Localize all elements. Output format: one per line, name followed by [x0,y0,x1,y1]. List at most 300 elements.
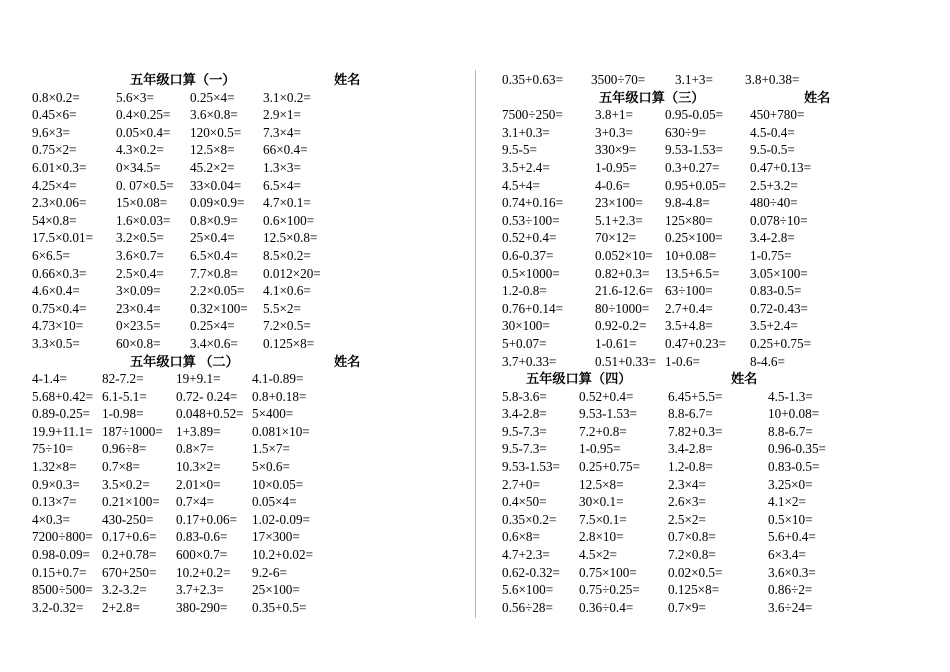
problem-row [502,546,922,564]
problem-row [32,159,452,177]
problem: 0.82+0.3= [595,265,650,281]
problem: 4.5-0.4= [750,124,795,140]
problem: 3.4-2.8= [750,230,795,246]
problem: 0.3+0.27= [665,159,720,175]
problem-row [502,212,922,230]
section-header [32,71,452,89]
problem: 0.02×0.5= [668,564,723,580]
problem: 600×0.7= [176,547,228,563]
problem: 0.53÷100= [502,212,560,228]
problem-row [32,212,452,230]
problem-row [502,405,922,423]
problem: 2.5×2= [668,511,706,527]
problem: 6.45+5.5= [668,388,723,404]
problem: 0.17+0.6= [102,529,157,545]
problem: 5.6×3= [116,89,154,105]
problem-row [32,317,452,335]
problem: 60×0.8= [116,335,161,351]
problem-row [32,124,452,142]
problem-row [502,458,922,476]
problem: 0.25×4= [190,318,235,334]
problem-row [32,581,452,599]
problem: 125×80= [665,212,713,228]
problem: 2.5+3.2= [750,177,798,193]
problem: 0.8×0.2= [32,89,80,105]
problem: 0.6×8= [502,529,540,545]
problem: 70×12= [595,230,637,246]
problem: 2.5×0.4= [116,265,164,281]
problem: 3.6×0.8= [190,107,238,123]
problem: 0.75÷0.25= [579,582,640,598]
problem: 0.45×6= [32,107,77,123]
problem: 75÷10= [32,441,74,457]
problem: 1-0.61= [595,335,637,351]
problem: 0.21×100= [102,494,160,510]
problem: 1-0.95= [579,441,621,457]
problem-row [502,599,922,617]
problem: 0.96÷8= [102,441,147,457]
problem: 4.1×2= [768,494,806,510]
problem: 450+780= [750,107,805,123]
problem-row [32,194,452,212]
problem: 5.6×100= [502,582,554,598]
problem: 0.125×8= [263,335,315,351]
problem-row [32,493,452,511]
problem-row [502,265,922,283]
problem: 23×0.4= [116,300,161,316]
problem-row [32,528,452,546]
problem: 7200÷800= [32,529,93,545]
problem: 5.6+0.4= [768,529,816,545]
problem: 4.5-1.3= [768,388,813,404]
problem: 120×0.5= [190,124,242,140]
problem: 10+0.08= [768,406,820,422]
problem: 30×100= [502,318,550,334]
problem-row [502,476,922,494]
problem: 5+0.07= [502,335,547,351]
problem: 10+0.08= [665,247,717,263]
problem-row [32,335,452,353]
problem: 0.2+0.78= [102,547,157,563]
problem: 2.8×10= [579,529,624,545]
problem: 7500÷250= [502,107,563,123]
section-title: 五年级口算（三） [599,89,705,105]
problem-row [502,493,922,511]
problem: 480÷40= [750,195,798,211]
problem: 66×0.4= [263,142,308,158]
problem: 9.5-5= [502,142,537,158]
problem: 0.47+0.23= [665,335,727,351]
problem: 0.83-0.6= [176,529,228,545]
problem: 1.02-0.09= [252,511,310,527]
problem-row [32,282,452,300]
problem: 0.125×8= [668,582,720,598]
problem: 0.35+0.5= [252,599,307,615]
problem: 380-290= [176,599,228,615]
column-divider [475,70,476,618]
problem: 80÷1000= [595,300,650,316]
problem: 0.012×20= [263,265,321,281]
problem: 0.052×10= [595,247,653,263]
problem: 4.6×0.4= [32,283,80,299]
problem: 1.3×3= [263,159,301,175]
problem: 3.5×0.2= [102,476,150,492]
problem: 0.75×0.4= [32,300,87,316]
problem: 2.7+0.4= [665,300,713,316]
section-header [502,89,922,107]
problem-row [502,282,922,300]
problem: 5.5×2= [263,300,301,316]
problem: 1-0.95= [595,159,637,175]
problem: 3.4×0.6= [190,335,238,351]
problem: 9.5-7.3= [502,423,547,439]
problem: 4-1.4= [32,371,67,387]
problem-row [32,300,452,318]
problem: 4.3×0.2= [116,142,164,158]
problem: 0.75×100= [579,564,637,580]
problem: 0.35+0.63= [502,72,564,87]
problem: 0.7×8= [102,459,140,475]
section-title: 五年级口算 （二） [130,353,239,369]
problem: 4.5×2= [579,547,617,563]
problem: 0.05×4= [252,494,297,510]
problem: 3+0.3= [595,124,633,140]
problem-row [32,440,452,458]
problem: 9.53-1.53= [579,406,637,422]
problem: 0.25×100= [665,230,723,246]
problem: 9.5-0.5= [750,142,795,158]
problem: 9.8-4.8= [665,195,710,211]
problem-row [502,335,922,353]
problem: 3500÷70= [591,72,646,87]
problem: 0.66×0.3= [32,265,87,281]
problem: 1.6×0.03= [116,212,171,228]
problem: 8.5×0.2= [263,247,311,263]
problem-row [32,106,452,124]
problem: 3.3×0.5= [32,335,80,351]
problem: 0.52+0.4= [502,230,557,246]
name-label: 姓名 [731,371,758,387]
problem: 3.4-2.8= [502,406,547,422]
problem: 1-0.75= [750,247,792,263]
problem: 8-4.6= [750,353,785,369]
problem: 0.47+0.13= [750,159,812,175]
problem-row [502,124,922,142]
problem-row [502,511,922,529]
problem: 0.25+0.75= [750,335,812,351]
problem-row [502,159,922,177]
section-title: 五年级口算（四） [526,371,632,387]
problem: 4.7×0.1= [263,195,311,211]
problem: 0.9×0.3= [32,476,80,492]
problem: 1.32×8= [32,459,77,475]
left-column [32,71,452,616]
problem: 9.2-6= [252,564,287,580]
problem: 0.92-0.2= [595,318,647,334]
problem: 4.1×0.6= [263,283,311,299]
problem: 5.8-3.6= [502,388,547,404]
problem: 3.05×100= [750,265,808,281]
problem: 630÷9= [665,124,707,140]
problem: 12.5×8= [579,476,624,492]
problem: 1+3.89= [176,423,221,439]
problem: 2.2×0.05= [190,283,245,299]
problem: 2.9×1= [263,107,301,123]
problem: 8.8-6.7= [768,423,813,439]
problem: 3.2-0.32= [32,599,84,615]
problem-row [502,388,922,406]
problem: 3.4-2.8= [668,441,713,457]
problem: 45.2×2= [190,159,235,175]
problem: 25×100= [252,582,300,598]
problem: 0.078÷10= [750,212,808,228]
problem: 3.7+0.33= [502,353,557,369]
problem: 8.8-6.7= [668,406,713,422]
problem-row [502,177,922,195]
problem-row [32,599,452,617]
problem-row [32,476,452,494]
problem: 10.2+0.2= [176,564,231,580]
problem: 0.4×50= [502,494,547,510]
problem: 15×0.08= [116,195,168,211]
problem: 187÷1000= [102,423,163,439]
problem-row [502,300,922,318]
problem: 5×0.6= [252,459,290,475]
problem: 3.2-3.2= [102,582,147,598]
problem-row [32,388,452,406]
problem-row [32,458,452,476]
name-label: 姓名 [334,353,361,369]
problem: 2+2.8= [102,599,140,615]
problem-row [502,528,922,546]
problem: 9.53-1.53= [665,142,723,158]
problem: 54×0.8= [32,212,77,228]
problem: 2.3×4= [668,476,706,492]
problem-row [502,317,922,335]
problem-row [32,511,452,529]
problem: 7.3×4= [263,124,301,140]
problem: 0.98-0.09= [32,547,90,563]
problem: 9.6×3= [32,124,70,140]
problem: 0.17+0.06= [176,511,238,527]
problem: 0.51+0.33= [595,353,657,369]
problem: 3.5+4.8= [665,318,713,334]
problem: 0.7×0.8= [668,529,716,545]
problem-row [502,581,922,599]
problem: 33×0.04= [190,177,242,193]
problem: 0.09×0.9= [190,195,245,211]
problem: 1.5×7= [252,441,290,457]
problem-row [502,106,922,124]
problem-row [502,194,922,212]
problem-row [502,564,922,582]
problem: 3.1×0.2= [263,89,311,105]
problem: 82-7.2= [102,371,144,387]
problem: 0.7×4= [176,494,214,510]
section-header [32,353,452,371]
problem: 3.8+0.38= [745,72,800,87]
problem: 13.5+6.5= [665,265,720,281]
problem-row [32,265,452,283]
problem: 0.32×100= [190,300,248,316]
problem: 10×0.05= [252,476,304,492]
problem: 7.82+0.3= [668,423,723,439]
problem: 0×34.5= [116,159,161,175]
problem: 10.3×2= [176,459,221,475]
problem: 9.53-1.53= [502,459,560,475]
problem: 0.83-0.5= [750,283,802,299]
problem: 0.081×10= [252,423,310,439]
problem-row [32,405,452,423]
problem-row [502,71,922,89]
problem: 5.1+2.3= [595,212,643,228]
problem-row [32,229,452,247]
problem: 7.2+0.8= [579,423,627,439]
problem: 0.8×0.9= [190,212,238,228]
problem: 3.5+2.4= [502,159,550,175]
problem: 4.73×10= [32,318,84,334]
problem: 0.6×100= [263,212,315,228]
problem: 12.5×0.8= [263,230,318,246]
problem: 5.68+0.42= [32,388,94,404]
problem: 25×0.4= [190,230,235,246]
name-label: 姓名 [334,72,361,87]
problem: 0.8+0.18= [252,388,307,404]
problem: 1-0.98= [102,406,144,422]
problem: 17×300= [252,529,300,545]
problem: 7.2×0.5= [263,318,311,334]
problem: 3.8+1= [595,107,633,123]
problem: 0.72- 0.24= [176,388,238,404]
problem: 3.5+2.4= [750,318,798,334]
problem: 430-250= [102,511,154,527]
problem: 0.52+0.4= [579,388,634,404]
problem: 0.05×0.4= [116,124,171,140]
problem: 3.25×0= [768,476,813,492]
problem: 0.89-0.25= [32,406,90,422]
problem: 0.74+0.16= [502,195,564,211]
problem: 10.2+0.02= [252,547,314,563]
problem: 0.25+0.75= [579,459,641,475]
problem: 0.83-0.5= [768,459,820,475]
problem: 30×0.1= [579,494,624,510]
problem: 0.72-0.43= [750,300,808,316]
problem: 12.5×8= [190,142,235,158]
problem: 3×0.09= [116,283,161,299]
problem: 4.1-0.89= [252,371,304,387]
problem: 3.2×0.5= [116,230,164,246]
problem-row [32,247,452,265]
problem: 2.3×0.06= [32,195,87,211]
problem: 670+250= [102,564,157,580]
problem: 4×0.3= [32,511,70,527]
problem-row [32,370,452,388]
problem: 0.96-0.35= [768,441,826,457]
problem: 19+9.1= [176,371,221,387]
section-title: 五年级口算（一） [130,72,236,87]
problem: 0.95+0.05= [665,177,727,193]
problem: 0.56÷28= [502,599,553,615]
problem: 7.5×0.1= [579,511,627,527]
problem: 3.1+3= [675,72,713,87]
problem: 6×6.5= [32,247,70,263]
problem: 2.01×0= [176,476,221,492]
problem-row [32,423,452,441]
problem: 0.7×9= [668,599,706,615]
problem: 3.6÷24= [768,599,813,615]
problem-row [32,177,452,195]
problem-row [32,141,452,159]
problem: 0.13×7= [32,494,77,510]
problem-row [32,564,452,582]
problem: 6.1-5.1= [102,388,147,404]
problem: 7.2×0.8= [668,547,716,563]
problem: 4.7+2.3= [502,547,550,563]
problem: 1.2-0.8= [502,283,547,299]
problem: 3.7+2.3= [176,582,224,598]
problem: 0.62-0.32= [502,564,560,580]
problem: 0.86÷2= [768,582,813,598]
problem: 0×23.5= [116,318,161,334]
problem-row [502,353,922,371]
problem: 6.5×0.4= [190,247,238,263]
problem-row [32,89,452,107]
problem: 3.6×0.7= [116,247,164,263]
problem: 0.75×2= [32,142,77,158]
problem: 1.2-0.8= [668,459,713,475]
problem: 330×9= [595,142,637,158]
name-label: 姓名 [804,89,831,105]
problem: 2.6×3= [668,494,706,510]
problem: 4.5+4= [502,177,540,193]
problem: 8500÷500= [32,582,93,598]
problem: 0.5×1000= [502,265,560,281]
problem: 5×400= [252,406,294,422]
problem: 6×3.4= [768,547,806,563]
problem: 23×100= [595,195,643,211]
problem-row [502,440,922,458]
problem: 4.25×4= [32,177,77,193]
problem: 3.6×0.3= [768,564,816,580]
problem: 0.4×0.25= [116,107,171,123]
problem-row [502,423,922,441]
problem: 21.6-12.6= [595,283,653,299]
problem-row [32,546,452,564]
section-header [502,370,922,388]
problem: 0.76+0.14= [502,300,564,316]
problem-row [502,141,922,159]
problem: 0.6-0.37= [502,247,554,263]
problem: 0.15+0.7= [32,564,87,580]
problem: 0.048+0.52= [176,406,244,422]
problem: 0.5×10= [768,511,813,527]
problem: 19.9+11.1= [32,423,93,439]
problem: 4-0.6= [595,177,630,193]
problem: 0. 07×0.5= [116,177,174,193]
problem: 6.01×0.3= [32,159,87,175]
problem: 0.95-0.05= [665,107,723,123]
problem: 1-0.6= [665,353,700,369]
problem: 0.25×4= [190,89,235,105]
problem: 9.5-7.3= [502,441,547,457]
problem-row [502,247,922,265]
problem: 0.35×0.2= [502,511,557,527]
problem: 63÷100= [665,283,713,299]
problem: 7.7×0.8= [190,265,238,281]
problem: 0.36÷0.4= [579,599,634,615]
problem: 0.8×7= [176,441,214,457]
right-column [502,71,922,616]
